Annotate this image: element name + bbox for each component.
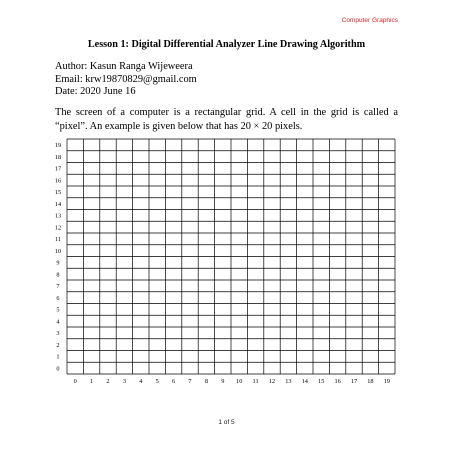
x-axis-label: 15 <box>318 378 325 385</box>
x-axis-label: 1 <box>90 378 94 385</box>
pixel-grid <box>67 139 395 374</box>
y-axis-label: 3 <box>56 330 60 338</box>
x-axis-label: 7 <box>188 378 192 385</box>
y-axis-label: 7 <box>56 283 60 291</box>
email-line: Email: krw19870829@gmail.com <box>55 73 197 85</box>
y-axis-label: 10 <box>54 247 62 255</box>
y-axis-label: 13 <box>54 212 62 220</box>
y-axis-label: 6 <box>56 294 60 302</box>
intro-paragraph: The screen of a computer is a rectangular grid. A cell in the grid is called a “pixel”. An example is given below that has 20 × 20 pixels. <box>55 107 398 132</box>
y-axis-label: 9 <box>56 259 60 267</box>
x-axis-label: 16 <box>334 378 341 385</box>
y-axis-label: 0 <box>56 365 60 373</box>
author-line: Author: Kasun Ranga Wijeweera <box>55 61 193 72</box>
y-axis-label: 4 <box>56 318 60 326</box>
x-axis-label: 0 <box>73 378 77 385</box>
x-axis-label: 6 <box>172 378 176 385</box>
y-axis-label: 8 <box>56 271 60 279</box>
date-line: Date: 2020 June 16 <box>55 86 136 98</box>
x-axis-label: 14 <box>301 378 308 385</box>
y-axis-label: 14 <box>54 200 62 208</box>
y-axis-label: 17 <box>54 165 62 173</box>
x-axis-label: 5 <box>155 378 159 385</box>
x-axis-label: 19 <box>383 378 390 385</box>
x-axis-label: 13 <box>285 378 292 385</box>
x-axis-label: 8 <box>204 378 208 385</box>
y-axis-label: 5 <box>56 306 60 314</box>
x-axis-labels <box>74 378 390 385</box>
x-axis-label: 11 <box>252 378 259 385</box>
y-axis-label: 11 <box>54 236 62 244</box>
y-axis-labels <box>55 142 62 372</box>
x-axis-label: 10 <box>236 378 243 385</box>
y-axis-label: 18 <box>54 153 62 161</box>
x-axis-label: 4 <box>139 378 143 385</box>
x-axis-label: 17 <box>350 378 358 385</box>
x-axis-label: 9 <box>221 378 225 385</box>
y-axis-label: 12 <box>54 224 62 232</box>
y-axis-label: 19 <box>54 142 62 150</box>
x-axis-label: 12 <box>268 378 276 385</box>
y-axis-label: 1 <box>56 353 60 361</box>
header-tag: Computer Graphics <box>341 17 398 24</box>
x-axis-label: 2 <box>106 378 110 385</box>
x-axis-label: 18 <box>367 378 374 385</box>
page-number: 1 of 5 <box>218 419 235 426</box>
y-axis-label: 16 <box>54 177 62 185</box>
y-axis-label: 15 <box>54 189 62 197</box>
x-axis-label: 3 <box>122 378 126 385</box>
document-title: Lesson 1: Digital Differential Analyzer Line Drawing Algorithm <box>87 39 366 50</box>
y-axis-label: 2 <box>56 341 60 349</box>
